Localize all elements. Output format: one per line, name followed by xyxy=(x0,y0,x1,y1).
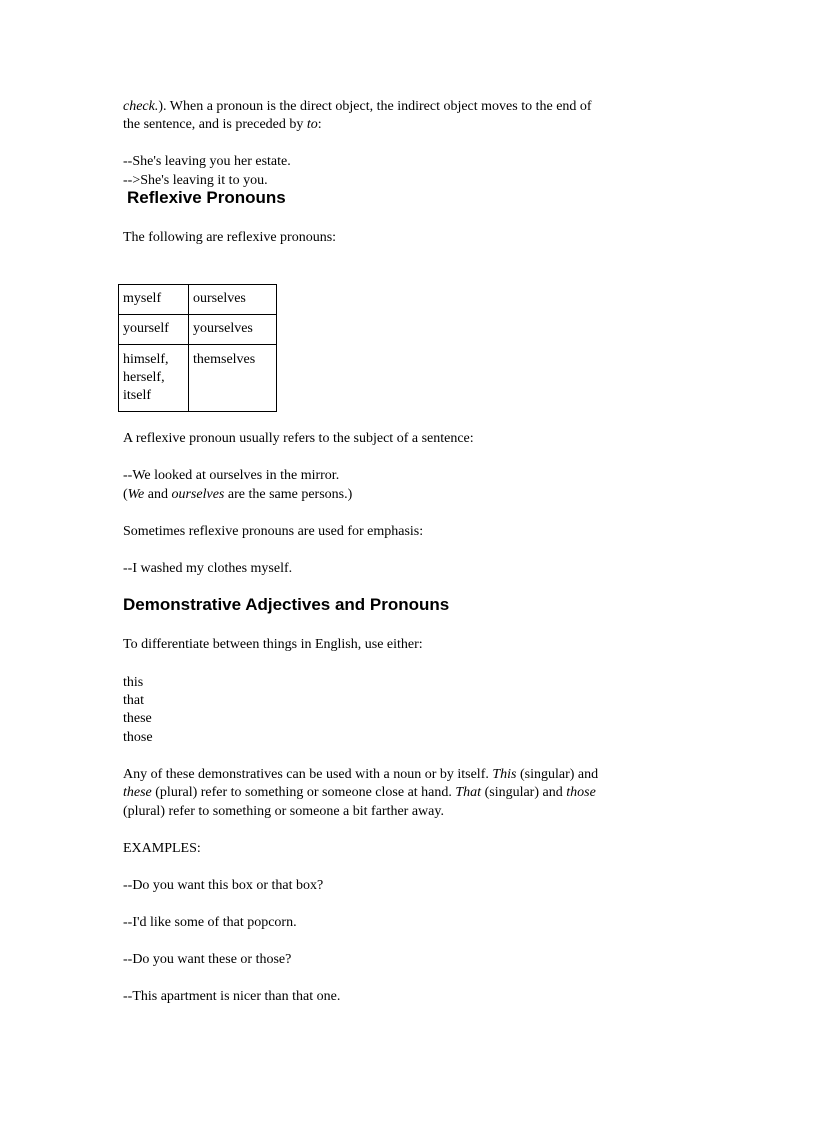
intro-em-to: to xyxy=(306,117,318,132)
list-item: --I'd like some of that popcorn. xyxy=(123,915,297,930)
table-cell: themselves xyxy=(189,345,277,412)
table-row xyxy=(119,285,277,315)
demonstrative-heading: Demonstrative Adjectives and Pronouns xyxy=(123,595,450,614)
reflexive-table xyxy=(118,284,277,412)
list-item: those xyxy=(123,730,153,745)
intro-line-1 xyxy=(123,98,592,116)
table-row xyxy=(119,315,277,345)
table-cell: yourself xyxy=(119,315,189,345)
table-cell: yourselves xyxy=(189,315,277,345)
table-cell: himself, herself, itself xyxy=(119,345,189,412)
intro-line-2-end: : xyxy=(317,117,322,132)
note-em-ourselves: ourselves xyxy=(171,487,225,502)
para-em-those: those xyxy=(566,785,596,800)
intro-example-2: -->She's leaving it to you. xyxy=(123,173,268,188)
examples-label: EXAMPLES: xyxy=(123,841,201,856)
note-rest: are the same persons.) xyxy=(224,487,353,502)
para-text: Any of these demonstratives can be used with a noun or by itself. xyxy=(123,767,493,782)
table-cell: ourselves xyxy=(189,285,277,315)
intro-example-1: --She's leaving you her estate. xyxy=(123,154,291,169)
table-row xyxy=(119,345,277,412)
para-text: (plural) refer to something or someone close at hand. xyxy=(151,785,456,800)
para-em-these: these xyxy=(123,785,152,800)
para-em-that: That xyxy=(455,785,482,800)
intro-line-1-text: ). When a pronoun is the direct object, the indirect object moves to the end of xyxy=(158,99,592,114)
para-text: (singular) and xyxy=(516,767,599,782)
para-em-this: This xyxy=(492,767,517,782)
reflexive-note xyxy=(123,486,352,504)
reflexive-heading: Reflexive Pronouns xyxy=(127,188,286,207)
intro-em-check: check. xyxy=(123,99,159,114)
demonstrative-para-line-3: (plural) refer to something or someone a bit farther away. xyxy=(123,804,444,819)
list-item: that xyxy=(123,693,144,708)
list-item: this xyxy=(123,675,144,690)
reflexive-example: --We looked at ourselves in the mirror. xyxy=(123,468,340,483)
demonstrative-para-line-2 xyxy=(123,784,596,802)
para-text: (singular) and xyxy=(481,785,567,800)
reflexive-emphasis: Sometimes reflexive pronouns are used for emphasis: xyxy=(123,524,424,539)
reflexive-usage: A reflexive pronoun usually refers to the subject of a sentence: xyxy=(123,431,474,446)
list-item: these xyxy=(123,711,152,726)
table-cell: myself xyxy=(119,285,189,315)
list-item: --Do you want these or those? xyxy=(123,952,292,967)
note-open: ( xyxy=(123,487,128,502)
note-em-we: We xyxy=(127,487,145,502)
demonstrative-para-line-1 xyxy=(123,766,598,784)
reflexive-lead: The following are reflexive pronouns: xyxy=(123,230,337,245)
intro-line-2 xyxy=(123,116,322,134)
demonstrative-lead: To differentiate between things in English, use either: xyxy=(123,637,423,652)
intro-line-2-text: the sentence, and is preceded by xyxy=(123,117,307,132)
note-and: and xyxy=(144,487,172,502)
list-item: --This apartment is nicer than that one. xyxy=(123,989,341,1004)
reflexive-emphasis-example: --I washed my clothes myself. xyxy=(123,561,293,576)
list-item: --Do you want this box or that box? xyxy=(123,878,324,893)
